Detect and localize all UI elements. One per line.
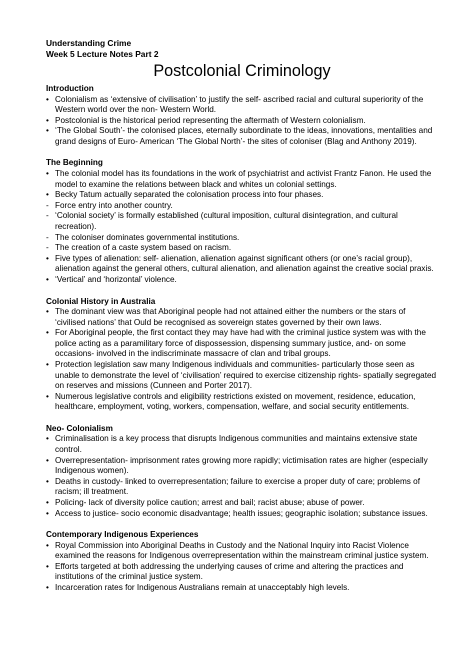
list-item-text: The coloniser dominates governmental institutions. — [55, 232, 240, 242]
bullet-marker: • — [46, 561, 49, 571]
section-heading: Introduction — [46, 84, 94, 93]
list-item — [46, 201, 438, 212]
bullet-marker: • — [46, 434, 49, 444]
list-item — [46, 434, 438, 455]
bullet-marker: • — [46, 476, 49, 486]
document-page — [46, 38, 438, 594]
list-item — [46, 392, 438, 413]
section-heading: Neo- Colonialism — [46, 423, 113, 433]
list-item — [46, 541, 438, 562]
list-item-text: Force entry into another country. — [55, 200, 173, 210]
section-heading: The Beginning — [46, 158, 103, 168]
list-item-text: Royal Commission into Aboriginal Deaths in Custody and the National Inquiry into Racist Violence examined the reasons for Indigenous overrepresentation within the mainstream criminal justice system. — [55, 540, 429, 561]
list-item — [46, 562, 438, 583]
bullet-list — [46, 169, 438, 286]
bullet-marker: • — [46, 94, 49, 104]
bullet-list — [46, 434, 438, 519]
course-name: Understanding Crime — [46, 38, 132, 48]
list-item — [46, 254, 438, 275]
bullet-marker: • — [46, 328, 49, 338]
list-item-text: The colonial model has its foundations in the work of psychiatrist and activist Frantz Fanon. He used the model to examine the relations between black and whites un colonial settings. — [55, 168, 432, 189]
list-item-text: The dominant view was that Aboriginal people had not attained either the numbers or the stars of ‘civilised nations’ that Ould be recognised as sovereign states governed by their own laws. — [55, 307, 406, 327]
list-item-text: Incarceration rates for Indigenous Australians remain at unacceptably high levels. — [55, 583, 350, 593]
list-item-text: Criminalisation is a key process that disrupts Indigenous communities and maintains extensive state control. — [55, 434, 418, 455]
list-item-text: For Aboriginal people, the first contact they may have had with the criminal justice system was with the police acting as a paramilitary force of dispossession, dispensing summary justice, and- on some occasions- involved in the indiscriminate massacre of clan and tribal groups. — [55, 328, 426, 359]
bullet-marker: • — [46, 115, 49, 125]
list-item-text: Deaths in custody- linked to overrepresentation; failure to exercise a proper duty of care; problems of racism; ill treatment. — [55, 476, 420, 497]
section-spacer — [46, 147, 438, 158]
section — [46, 84, 438, 147]
list-item — [46, 95, 438, 116]
bullet-list — [46, 541, 438, 594]
section — [46, 424, 438, 519]
bullet-marker: • — [46, 455, 49, 465]
list-item — [46, 190, 438, 201]
section-heading: Contemporary Indigenous Experiences — [46, 530, 199, 540]
list-item-text: ‘Vertical’ and ‘horizontal’ violence. — [55, 274, 177, 284]
list-item — [46, 583, 438, 594]
list-item — [46, 477, 438, 498]
list-item-text: Policing- lack of diversity police caution; arrest and bail; racist abuse; abuse of power. — [55, 498, 365, 507]
list-item-text: Colonialism as ‘extensive of civilisation’ to justify the self- ascribed racial and cultural superiority of the Western world over the non- Western World. — [55, 94, 424, 115]
list-item — [46, 126, 438, 147]
list-item — [46, 509, 438, 520]
list-item — [46, 211, 438, 232]
bullet-marker: • — [46, 391, 49, 401]
bullet-marker: • — [46, 253, 49, 263]
section-spacer — [46, 519, 438, 530]
list-item-text: Protection legislation saw many Indigenous individuals and communities- particularly those seen as unable to demonstrate the level of ‘civilisation’ required to exercise citizenship rights- spatially segregated on reserves and missions (Cunneen and Porter 2017). — [55, 359, 437, 391]
section-heading: Colonial History in Australia — [46, 296, 156, 306]
list-item — [46, 233, 438, 244]
bullet-marker: - — [46, 211, 49, 221]
list-item — [46, 498, 438, 509]
list-item-text: Overrepresentation- imprisonment rates growing more rapidly; victimisation rates are higher (especially Indigenous women). — [55, 455, 428, 476]
list-item-text: Five types of alienation: self- alienation, alienation against significant others (or one’s racial group), alienation against the general others, cultural alienation, and alienation against the creative social praxis. — [55, 253, 434, 274]
page-title: Postcolonial Criminology — [153, 62, 331, 80]
bullet-marker: • — [46, 498, 49, 507]
bullet-marker: - — [46, 243, 49, 253]
list-item — [46, 169, 438, 190]
list-item-text: The creation of a caste system based on racism. — [55, 243, 232, 253]
section-spacer — [46, 413, 438, 424]
list-item-text: Becky Tatum actually separated the colonisation process into four phases. — [55, 190, 324, 200]
bullet-list — [46, 95, 438, 148]
section-spacer — [46, 286, 438, 297]
notes-body — [46, 84, 438, 594]
list-item-text: Numerous legislative controls and eligibility restrictions existed on movement, residence, education, healthcare, employment, voting, workers, compensation, welfare, and social security entitlements. — [55, 391, 416, 412]
bullet-marker: • — [46, 508, 49, 518]
list-item-text: ‘Colonial society’ is formally established (cultural imposition, cultural disintegration, and cultural recreation). — [55, 211, 398, 231]
bullet-marker: • — [46, 168, 49, 178]
list-item-text: ‘The Global South’- the colonised places, eternally subordinate to the ideas, innovations, mentalities and grand designs of Euro- American ‘The Global North’- the sites of coloniser (Blag and Anthony 2019). — [55, 126, 433, 146]
bullet-marker: • — [46, 583, 49, 593]
bullet-marker: • — [46, 307, 49, 316]
list-item — [46, 456, 438, 477]
list-item — [46, 307, 438, 328]
list-item — [46, 360, 438, 392]
list-item-text: Access to justice- socio economic disadvantage; health issues; geographic isolation; substance issues. — [55, 508, 428, 518]
bullet-marker: • — [46, 540, 49, 550]
bullet-marker: • — [46, 359, 49, 369]
bullet-marker: - — [46, 232, 49, 242]
bullet-list — [46, 307, 438, 413]
list-item — [46, 328, 438, 360]
bullet-marker: - — [46, 200, 49, 210]
section — [46, 297, 438, 413]
bullet-marker: • — [46, 190, 49, 200]
list-item — [46, 275, 438, 286]
section — [46, 158, 438, 285]
list-item — [46, 116, 438, 127]
list-item — [46, 243, 438, 254]
list-item-text: Efforts targeted at both addressing the underlying causes of crime and altering the practices and institutions of the criminal justice system. — [55, 561, 404, 582]
section — [46, 530, 438, 593]
bullet-marker: • — [46, 274, 49, 284]
bullet-marker: • — [46, 126, 49, 136]
list-item-text: Postcolonial is the historical period representing the aftermath of Western colonialism. — [55, 115, 366, 125]
week-label: Week 5 Lecture Notes Part 2 — [46, 49, 159, 59]
